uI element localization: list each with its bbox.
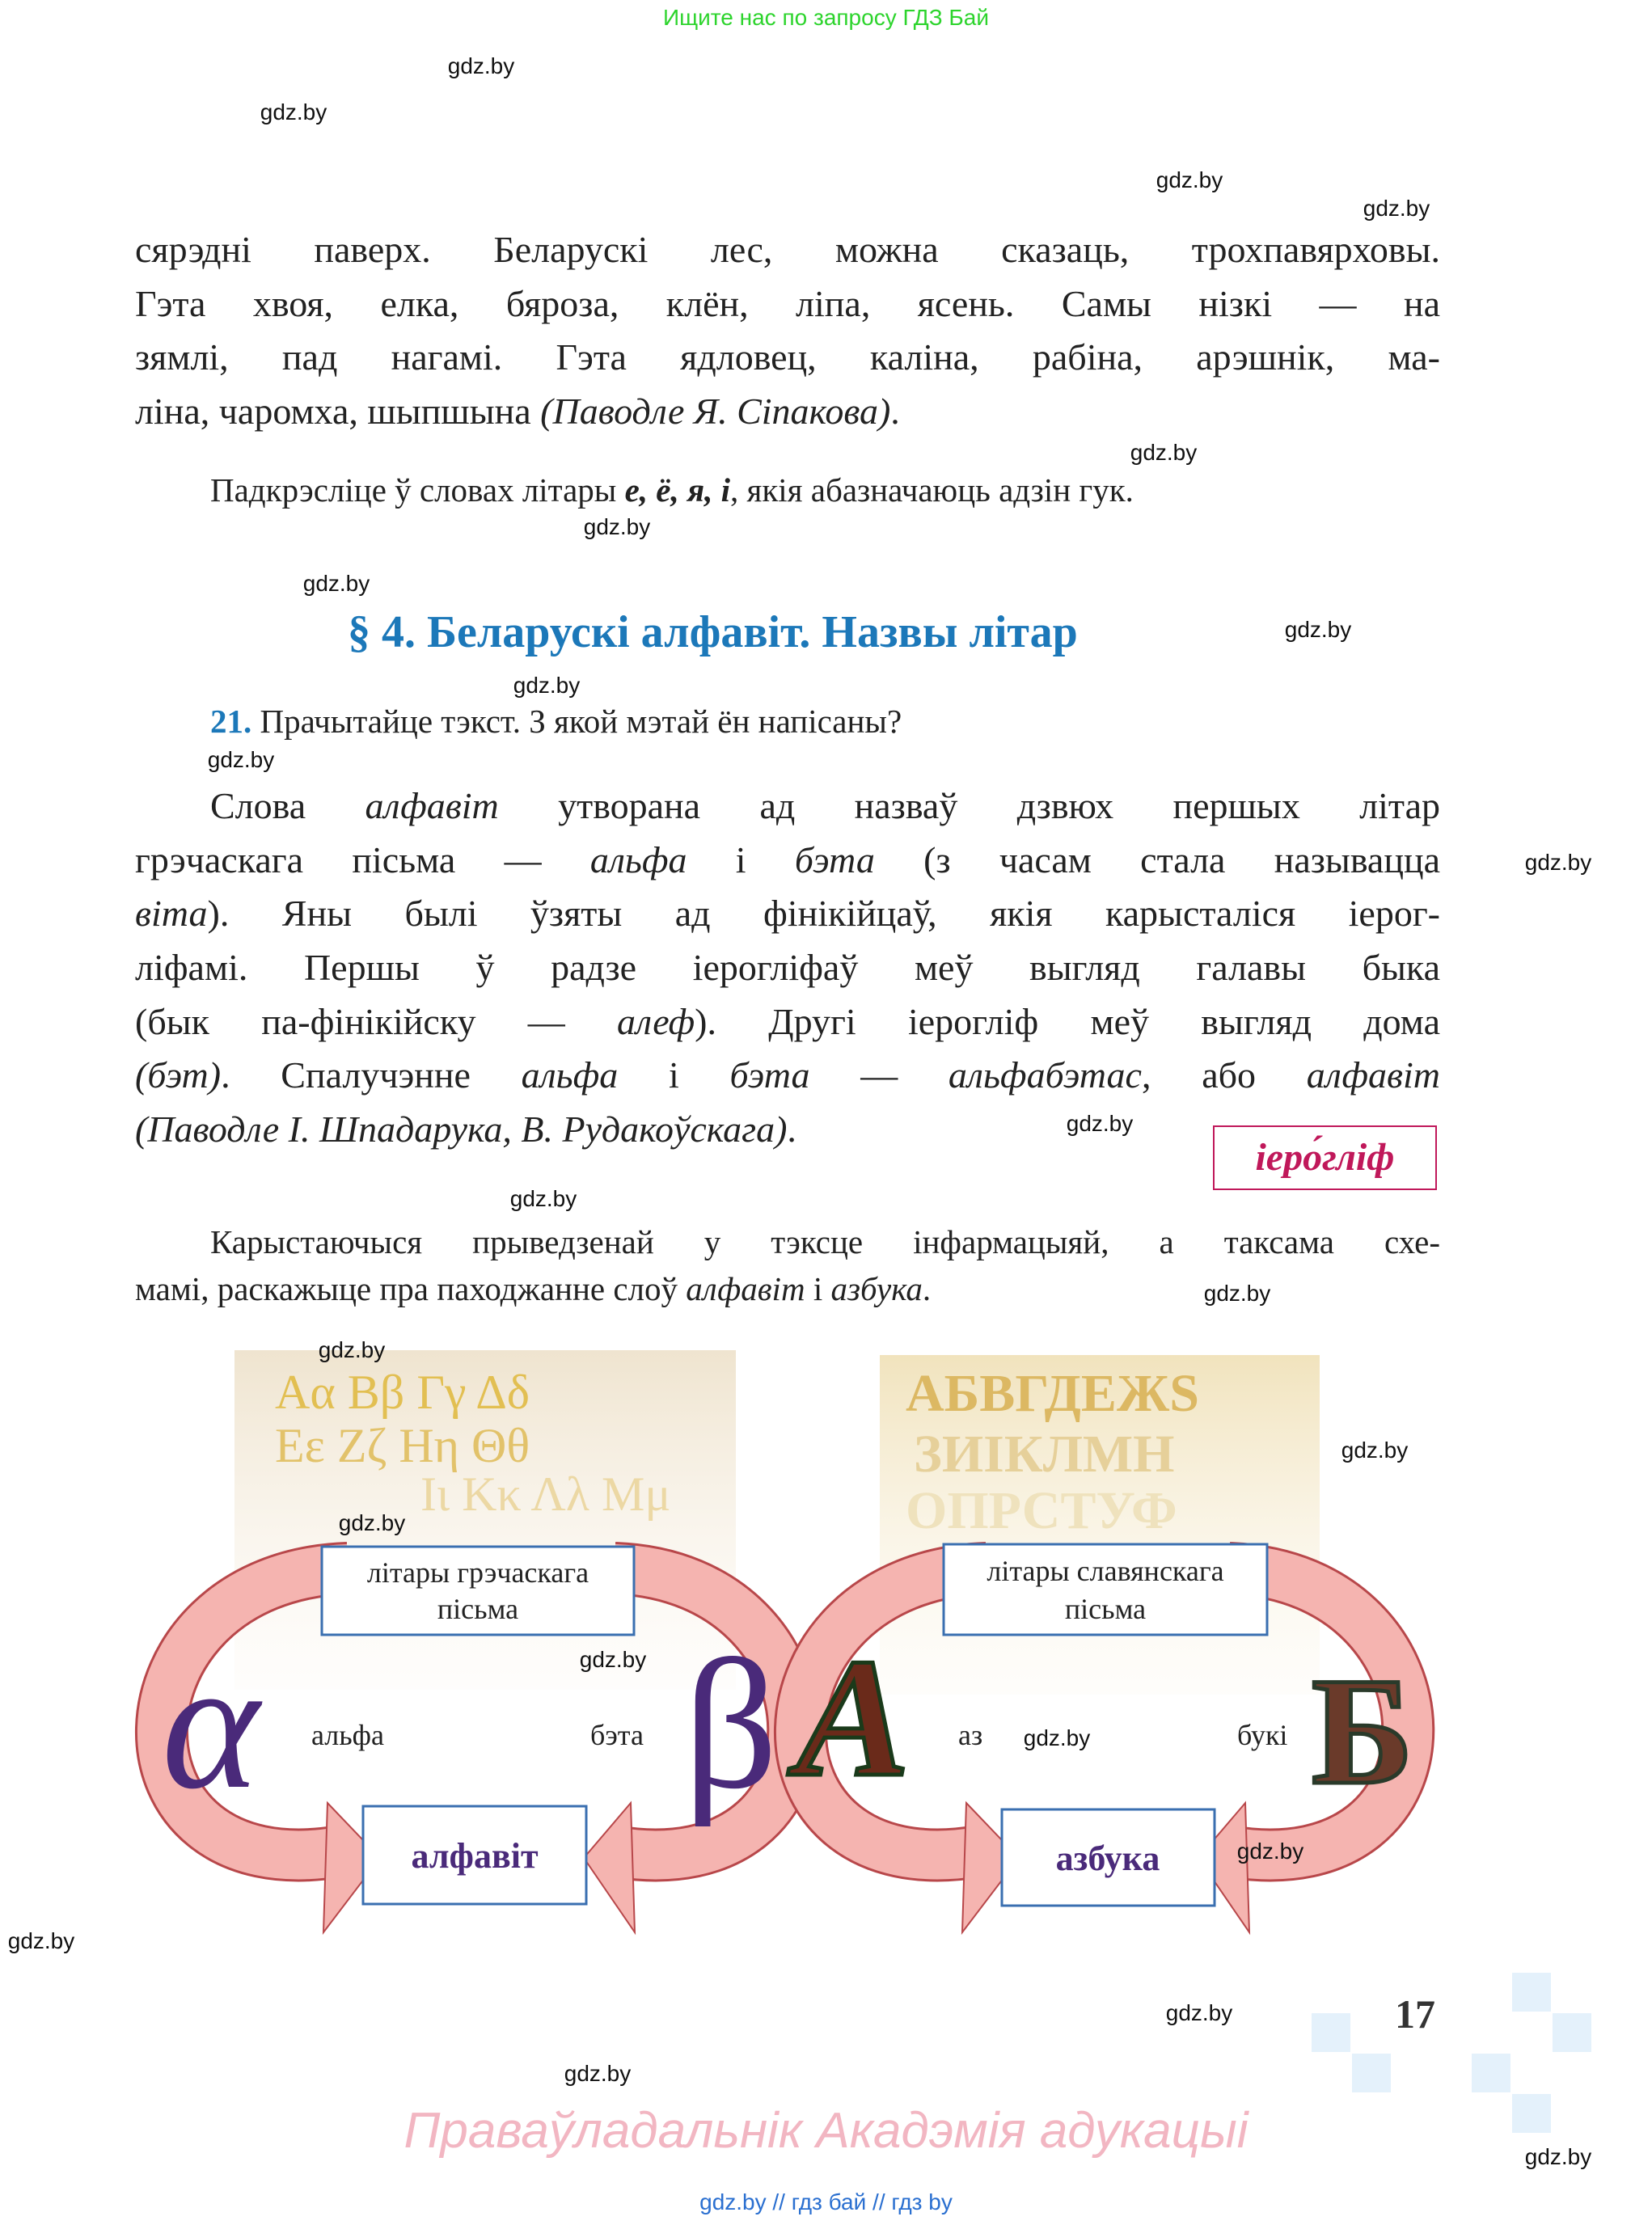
- az-label: аз: [958, 1719, 983, 1751]
- italic-text: бэта: [729, 1054, 810, 1096]
- slavic-image-row: АБВГДЕЖЅ: [906, 1364, 1199, 1423]
- result-word: алфавіт: [411, 1836, 539, 1876]
- text-segment: ліна, чаромха, шыпшына: [135, 391, 541, 432]
- task2-line: [210, 1223, 1440, 1260]
- decor-square: [1352, 2054, 1391, 2092]
- text-segment: утворана ад назваў дзвюх першых літар: [498, 785, 1441, 826]
- exercise-question: Прачытайце тэкст. З якой мэтай ён напісаны?: [260, 703, 902, 740]
- text-segment: ). Другі іерогліф меў выгляд дома: [695, 1001, 1440, 1042]
- italic-text: альфа: [589, 839, 687, 880]
- paragraph1-line: [135, 285, 1440, 323]
- gdz-watermark: gdz.by: [583, 514, 651, 539]
- italic-text: (бэт): [135, 1054, 222, 1096]
- italic-text: віта: [135, 893, 208, 934]
- decor-square: [1553, 2013, 1591, 2052]
- vocabulary-word-badge: іеро́гліф: [1213, 1125, 1437, 1190]
- exercise-prompt: [210, 705, 902, 738]
- text-segment: (з часам стала называцца: [874, 839, 1440, 880]
- italic-text: алфавіт: [1306, 1054, 1440, 1096]
- text-segment: е, ё, я, і: [624, 471, 731, 509]
- gdz-watermark: gdz.by: [1156, 167, 1223, 192]
- task-underline-letters: [210, 471, 1134, 509]
- greek-letters-scheme: [162, 1350, 793, 1932]
- text-segment: сярэдні паверх. Беларускі лес, можна сказаць, трохпавярховы.: [135, 229, 1440, 270]
- gdz-watermark: gdz.by: [260, 99, 327, 125]
- beta-letter: β: [683, 1621, 779, 1827]
- gdz-watermark: gdz.by: [1236, 1839, 1304, 1864]
- paragraph2-line: [135, 1003, 1440, 1041]
- text-segment: , якія абазначаюць адзін гук.: [730, 471, 1134, 509]
- gdz-watermark: gdz.by: [509, 1186, 577, 1211]
- text-segment: .: [787, 1108, 796, 1150]
- gdz-watermark: gdz.by: [1066, 1111, 1134, 1136]
- page-number: 17: [1395, 1991, 1435, 2037]
- gdz-watermark: gdz.by: [338, 1510, 406, 1535]
- paragraph2-line: [135, 895, 1440, 932]
- alphabet-origin-diagram: [0, 1334, 1652, 1981]
- gdz-watermark: gdz.by: [7, 1928, 75, 1953]
- paragraph2-line: [135, 949, 1440, 986]
- section-heading: § 4. Беларускі алфавіт. Назвы літар: [348, 607, 1078, 657]
- text-segment: —: [809, 1054, 949, 1096]
- gdz-watermark: gdz.by: [1284, 617, 1352, 642]
- text-segment: Падкрэсліце ў словах літары: [210, 471, 625, 509]
- decor-square: [1472, 2054, 1510, 2092]
- paragraph2-line: [210, 787, 1440, 825]
- text-segment: мамі, раскажыце пра паходжанне слоў: [135, 1270, 687, 1307]
- alpha-label: альфа: [311, 1719, 384, 1751]
- text-segment: грэчаскага пісьма —: [135, 839, 590, 880]
- gdz-watermark: gdz.by: [1165, 2000, 1233, 2025]
- beta-label: бэта: [590, 1719, 644, 1751]
- paragraph1-line: [135, 231, 1440, 268]
- slavic-letters-scheme: [788, 1355, 1413, 1932]
- text-segment: . Спалучэнне: [221, 1054, 522, 1096]
- italic-text: бэта: [794, 839, 875, 880]
- gdz-watermark: gdz.by: [1130, 440, 1198, 465]
- text-segment: .: [922, 1270, 932, 1307]
- paragraph1-line: [135, 336, 1440, 378]
- greek-image-row: Αα Ββ Γγ Δδ: [275, 1366, 530, 1419]
- text-segment: .: [890, 391, 900, 432]
- gdz-watermark: gdz.by: [579, 1647, 647, 1672]
- search-banner[interactable]: Ищите нас по запросу ГДЗ Бай: [662, 5, 990, 30]
- italic-text: алеф: [617, 1001, 695, 1042]
- text-segment: , або: [1141, 1054, 1307, 1096]
- paragraph1-line: [135, 393, 1440, 430]
- result-word: азбука: [1055, 1839, 1160, 1878]
- text-segment: і: [687, 839, 795, 880]
- italic-text: азбука: [830, 1270, 923, 1307]
- italic-text: алфавіт: [686, 1270, 805, 1307]
- text-segment: зямлі, пад нагамі. Гэта ядловец, каліна, рабіна, арэшнік, ма-: [135, 336, 1440, 378]
- italic-text: (Паводле Я. Сіпакова): [540, 391, 891, 432]
- slavic-image-row: ЗИІКЛМН: [914, 1425, 1175, 1484]
- gdz-watermark: gdz.by: [1524, 2144, 1592, 2169]
- text-segment: Карыстаючыся прыведзенай у тэксце інфармацыяй, а таксама схе-: [210, 1223, 1440, 1260]
- footer-links[interactable]: gdz.by // гдз бай // гдз by: [699, 2189, 953, 2214]
- italic-text: альфа: [521, 1054, 619, 1096]
- buki-label: букі: [1237, 1719, 1288, 1751]
- arrowhead-right: [584, 1803, 635, 1932]
- text-segment: ). Яны былі ўзяты ад фінікійцаў, якія карысталіся іерог-: [207, 893, 1440, 934]
- buki-letter: Б: [1312, 1647, 1413, 1817]
- box-label: пісьма: [1064, 1593, 1147, 1625]
- az-letter: А: [796, 1624, 911, 1812]
- box-label: літары славянскага: [987, 1555, 1224, 1587]
- italic-text: альфабэтас: [948, 1054, 1142, 1096]
- slavic-image-row: ОПРСТУФ: [906, 1481, 1177, 1540]
- italic-text: (Паводле І. Шпадарука, В. Рудакоўскага): [135, 1108, 788, 1150]
- box-label: літары грэчаскага: [366, 1556, 589, 1589]
- gdz-watermark: gdz.by: [302, 571, 370, 596]
- gdz-watermark: gdz.by: [318, 1337, 386, 1362]
- gdz-watermark: gdz.by: [1023, 1725, 1091, 1750]
- text-segment: і: [618, 1054, 730, 1096]
- text-segment: Гэта хвоя, елка, бяроза, клён, ліпа, ясень. Самы нізкі — на: [135, 283, 1440, 324]
- alpha-letter: α: [162, 1621, 260, 1827]
- paragraph2-line: [135, 839, 1440, 880]
- text-segment: Слова: [210, 785, 365, 826]
- decor-square: [1312, 2013, 1350, 2052]
- text-segment: (бык па-фінікійску —: [135, 1001, 618, 1042]
- greek-image-row: Ιι Κκ Λλ Μμ: [420, 1467, 671, 1521]
- gdz-watermark: gdz.by: [1203, 1281, 1271, 1306]
- greek-image-row: Εε Ζζ Ηη Θθ: [275, 1419, 530, 1472]
- box-label: пісьма: [437, 1593, 519, 1625]
- gdz-watermark: gdz.by: [1524, 850, 1592, 875]
- paragraph2-line: [135, 1054, 1440, 1096]
- gdz-watermark: gdz.by: [207, 747, 275, 772]
- decor-square: [1512, 1973, 1551, 2012]
- gdz-watermark: gdz.by: [1341, 1438, 1409, 1463]
- gdz-watermark: gdz.by: [513, 673, 581, 698]
- rights-holder-watermark: Праваўладальнік Акадэмія адукацыі: [403, 2103, 1249, 2159]
- gdz-watermark: gdz.by: [447, 53, 515, 78]
- gdz-watermark: gdz.by: [1363, 196, 1430, 221]
- text-segment: і: [805, 1270, 831, 1307]
- exercise-number: 21.: [210, 703, 252, 740]
- text-segment: ліфамі. Першы ў радзе іерогліфаў меў выгляд галавы быка: [135, 947, 1440, 988]
- gdz-watermark: gdz.by: [564, 2061, 632, 2086]
- italic-text: алфавіт: [365, 785, 499, 826]
